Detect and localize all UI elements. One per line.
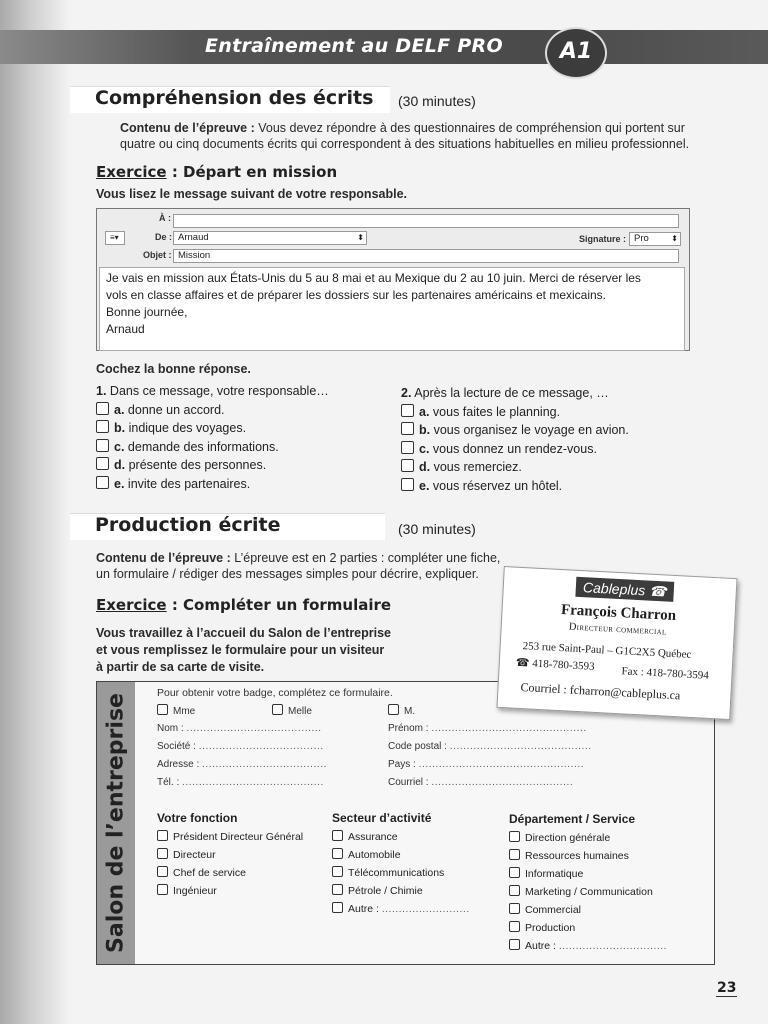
- content-text: quatre ou cinq documents écrits qui correspondent à des situations habituelles en milieu professionnel.: [120, 137, 690, 151]
- checkbox-icon[interactable]: [401, 441, 414, 454]
- departement-column: [509, 812, 709, 956]
- adresse-field[interactable]: [157, 759, 367, 770]
- secteur-option[interactable]: [332, 828, 507, 846]
- checkbox-icon[interactable]: [96, 457, 109, 470]
- option-letter: b.: [114, 421, 126, 435]
- stepper-icon: ⬍: [671, 234, 678, 243]
- fonction-column: [157, 811, 327, 900]
- fonction-option[interactable]: [157, 828, 327, 846]
- checkbox-icon[interactable]: [96, 476, 109, 489]
- checkbox-icon[interactable]: [401, 478, 414, 491]
- civility-label: Melle: [288, 706, 312, 717]
- card-fax: Fax : 418-780-3594: [621, 665, 710, 682]
- option-label: Autre :: [525, 940, 556, 952]
- checkbox-icon[interactable]: [96, 420, 109, 433]
- departement-option[interactable]: [509, 919, 709, 937]
- option-letter: e.: [419, 478, 430, 493]
- checkbox-icon[interactable]: [509, 849, 520, 860]
- option-label: Ressources humaines: [525, 850, 629, 862]
- field-label: Pays :: [388, 759, 416, 770]
- checkbox-icon[interactable]: [332, 866, 343, 877]
- exercise-2-instruction: [96, 625, 426, 676]
- answer-option[interactable]: [96, 438, 386, 457]
- civility-mme[interactable]: [157, 704, 195, 717]
- email-window: [96, 208, 690, 351]
- field-dots: .....................................: [198, 741, 324, 752]
- civility-label: Mme: [173, 706, 196, 717]
- instruction-line: Vous travaillez à l’accueil du Salon de l’entreprise: [96, 626, 392, 640]
- signature-label: Signature :: [579, 234, 627, 244]
- comprehension-title: Compréhension des écrits: [95, 87, 374, 109]
- field-dots: ..............................................: [431, 723, 587, 734]
- secteur-option[interactable]: [332, 864, 507, 882]
- checkbox-icon[interactable]: [96, 439, 109, 452]
- question-1: [96, 382, 386, 493]
- field-label: Code postal :: [388, 741, 447, 752]
- card-email: Courriel : fcharron@cableplus.ca: [520, 680, 681, 703]
- option-text: vous réservez un hôtel.: [432, 478, 563, 493]
- answer-option[interactable]: [401, 421, 701, 440]
- answer-option[interactable]: [401, 403, 701, 422]
- field-dots: ..........................: [381, 904, 470, 915]
- field-label: Société :: [157, 741, 196, 752]
- secteur-option[interactable]: [332, 882, 507, 900]
- list-icon[interactable]: ≡▾: [105, 231, 125, 245]
- question-number: 1.: [96, 384, 107, 398]
- question-stem: Dans ce message, votre responsable…: [109, 384, 329, 398]
- card-name: François Charron: [560, 602, 677, 625]
- exercise-2-title: [96, 596, 391, 614]
- form-side-bar: [97, 682, 135, 964]
- checkbox-icon[interactable]: [96, 402, 109, 415]
- exercise-name: : Compléter un formulaire: [166, 596, 392, 614]
- option-text: vous donnez un rendez-vous.: [432, 441, 597, 456]
- answer-option[interactable]: [401, 477, 701, 496]
- page-number: 23: [717, 980, 737, 996]
- fonction-option[interactable]: [157, 882, 327, 900]
- comprehension-content: [120, 120, 720, 152]
- option-text: invite des partenaires.: [127, 476, 251, 491]
- option-label: Assurance: [348, 831, 398, 843]
- option-letter: c.: [114, 439, 125, 454]
- option-text: vous remerciez.: [433, 460, 522, 474]
- field-label: Prénom :: [388, 723, 429, 734]
- production-duration: (30 minutes): [398, 521, 476, 537]
- courriel-field[interactable]: [388, 777, 658, 788]
- email-body-line: vols en classe affaires et de préparer les dossiers sur les partenaires américains et mexicains.: [106, 288, 607, 302]
- answer-option[interactable]: [96, 419, 386, 438]
- phone-icon: ☎: [515, 656, 530, 670]
- option-text: demande des informations.: [127, 439, 279, 454]
- pays-field[interactable]: [388, 759, 658, 770]
- header-title: Entraînement au DELF PRO: [205, 35, 503, 57]
- exercise-name: : Départ en mission: [166, 163, 338, 181]
- fonction-option[interactable]: [157, 846, 327, 864]
- answer-option[interactable]: [401, 458, 701, 477]
- checkbox-icon[interactable]: [332, 884, 343, 895]
- answer-option[interactable]: [96, 475, 386, 494]
- fonction-option[interactable]: [157, 864, 327, 882]
- checkbox-icon[interactable]: [509, 885, 520, 896]
- comprehension-duration: (30 minutes): [398, 93, 476, 109]
- checkbox-icon[interactable]: [509, 921, 520, 932]
- code-postal-field[interactable]: [388, 741, 658, 752]
- option-letter: d.: [114, 458, 126, 472]
- signature-select[interactable]: [629, 232, 681, 246]
- question-stem: Après la lecture de ce message, …: [414, 386, 609, 400]
- civility-label: M.: [404, 706, 416, 717]
- checkbox-icon[interactable]: [272, 704, 283, 715]
- card-phone-value: 418-780-3593: [531, 657, 595, 673]
- tel-field[interactable]: [157, 777, 367, 788]
- checkbox-icon[interactable]: [157, 884, 168, 895]
- option-label: Pétrole / Chimie: [348, 885, 423, 897]
- checkbox-icon[interactable]: [509, 831, 520, 842]
- option-text: présente des personnes.: [128, 458, 267, 472]
- option-label: Autre :: [348, 903, 379, 915]
- departement-option[interactable]: [509, 883, 709, 901]
- subject-label: Objet :: [143, 250, 172, 260]
- departement-option[interactable]: [509, 901, 709, 919]
- content-label: Contenu de l’épreuve :: [96, 551, 231, 565]
- to-label: À :: [159, 213, 171, 223]
- field-dots: ..........................................: [182, 777, 324, 788]
- nom-field[interactable]: [157, 723, 367, 734]
- answer-option[interactable]: [96, 456, 386, 475]
- checkbox-icon[interactable]: [388, 704, 399, 715]
- option-text: vous faites le planning.: [432, 404, 561, 419]
- departement-option[interactable]: [509, 829, 709, 847]
- page-gutter-shadow: [0, 0, 70, 1024]
- departement-option[interactable]: [509, 847, 709, 865]
- column-title: Département / Service: [509, 812, 636, 826]
- field-dots: .................................................: [418, 759, 585, 770]
- to-field[interactable]: [173, 214, 679, 228]
- option-label: Production: [525, 922, 576, 934]
- societe-field[interactable]: [157, 741, 367, 752]
- subject-field[interactable]: [173, 249, 679, 263]
- field-label: Adresse :: [157, 759, 200, 770]
- exercise-1-instruction: Vous lisez le message suivant de votre responsable.: [96, 187, 408, 201]
- field-dots: ........................................: [186, 723, 322, 734]
- phone-icon: ☎: [648, 582, 667, 600]
- card-brand: [575, 577, 674, 602]
- option-letter: a.: [114, 402, 125, 417]
- checkbox-icon[interactable]: [401, 422, 414, 435]
- signature-value: Pro: [634, 233, 649, 244]
- checkbox-icon[interactable]: [401, 459, 414, 472]
- question-number: 2.: [401, 386, 412, 400]
- secteur-option[interactable]: [332, 900, 507, 919]
- checkbox-icon[interactable]: [157, 866, 168, 877]
- option-label: Chef de service: [173, 867, 246, 879]
- checkbox-icon[interactable]: [157, 704, 168, 715]
- field-label: Nom :: [157, 723, 184, 734]
- card-brand-text: Cableplus: [582, 579, 646, 599]
- email-body-line: Bonne journée,: [106, 305, 188, 319]
- field-label: Tél. :: [157, 777, 180, 788]
- instruction-line: et vous remplissez le formulaire pour un visiteur: [96, 643, 385, 657]
- subject-value: Mission: [178, 250, 211, 261]
- option-text: indique des voyages.: [128, 421, 247, 435]
- checkbox-icon[interactable]: [332, 848, 343, 859]
- checkbox-icon[interactable]: [509, 867, 520, 878]
- option-letter: d.: [419, 460, 431, 474]
- departement-option[interactable]: [509, 865, 709, 883]
- instruction-line: à partir de sa carte de visite.: [96, 660, 265, 674]
- option-label: Directeur: [173, 849, 216, 861]
- content-text: L’épreuve est en 2 parties : compléter une fiche,: [234, 551, 501, 565]
- production-content: [96, 550, 516, 582]
- checkbox-icon[interactable]: [509, 903, 520, 914]
- option-text: vous organisez le voyage en avion.: [433, 423, 629, 437]
- field-dots: .....................................: [202, 759, 328, 770]
- field-label: Courriel :: [388, 777, 429, 788]
- stepper-icon: ⬍: [357, 233, 364, 242]
- option-label: Ingénieur: [173, 885, 217, 897]
- column-title: Votre fonction: [157, 811, 238, 825]
- departement-option[interactable]: [509, 937, 709, 956]
- content-text: Vous devez répondre à des questionnaires de compréhension qui portent sur: [258, 121, 685, 135]
- card-address: 253 rue Saint-Paul – G1C2X5 Québec: [522, 640, 692, 661]
- field-dots: ................................: [558, 941, 667, 952]
- form-side-title: Salon de l’entreprise: [103, 693, 129, 953]
- option-letter: c.: [419, 441, 430, 456]
- option-label: Informatique: [525, 868, 584, 880]
- question-2: [401, 384, 701, 495]
- secteur-column: [332, 811, 507, 919]
- exercise-label: Exercice: [96, 596, 167, 614]
- business-card: [496, 566, 737, 720]
- checkbox-icon[interactable]: [401, 404, 414, 417]
- answer-option[interactable]: [96, 401, 386, 420]
- card-role: Directeur commercial: [568, 621, 667, 638]
- checkbox-icon[interactable]: [509, 939, 520, 950]
- production-title: Production écrite: [95, 514, 281, 536]
- prenom-field[interactable]: [388, 723, 658, 734]
- option-label: Télécommunications: [348, 867, 445, 879]
- option-label: Président Directeur Général: [173, 831, 304, 843]
- level-badge: A1: [545, 27, 607, 79]
- from-label: De :: [155, 232, 173, 242]
- email-body[interactable]: [99, 267, 685, 351]
- card-phone: [516, 656, 595, 673]
- checkbox-icon[interactable]: [332, 830, 343, 841]
- content-text: un formulaire / rédiger des messages simples pour décrire, expliquer.: [96, 567, 479, 581]
- checkbox-icon[interactable]: [332, 902, 343, 913]
- registration-form: [96, 681, 715, 965]
- questions-instruction: Cochez la bonne réponse.: [96, 362, 251, 376]
- option-text: donne un accord.: [127, 402, 225, 417]
- option-label: Direction générale: [525, 832, 611, 844]
- field-dots: ..........................................: [449, 741, 592, 752]
- option-label: Automobile: [348, 849, 401, 861]
- from-value: Arnaud: [178, 232, 209, 243]
- field-dots: ..........................................: [431, 777, 574, 788]
- option-label: Marketing / Communication: [525, 886, 653, 898]
- exercise-1-title: [96, 163, 337, 181]
- checkbox-icon[interactable]: [157, 830, 168, 841]
- content-label: Contenu de l’épreuve :: [120, 121, 255, 135]
- civility-m[interactable]: [388, 704, 415, 717]
- option-letter: e.: [114, 476, 125, 491]
- answer-option[interactable]: [401, 440, 701, 459]
- form-intro: Pour obtenir votre badge, complétez ce formulaire.: [157, 687, 393, 699]
- from-field[interactable]: [173, 231, 367, 245]
- option-letter: a.: [419, 404, 430, 419]
- column-title: Secteur d’activité: [332, 811, 432, 825]
- email-body-line: Je vais en mission aux États-Unis du 5 au 8 mai et au Mexique du 2 au 10 juin. Merci de réserver les: [106, 271, 641, 285]
- civility-melle[interactable]: [272, 704, 312, 717]
- checkbox-icon[interactable]: [157, 848, 168, 859]
- secteur-option[interactable]: [332, 846, 507, 864]
- exercise-label: Exercice: [96, 163, 167, 181]
- option-letter: b.: [419, 423, 431, 437]
- option-label: Commercial: [525, 904, 582, 916]
- email-body-line: Arnaud: [106, 322, 145, 336]
